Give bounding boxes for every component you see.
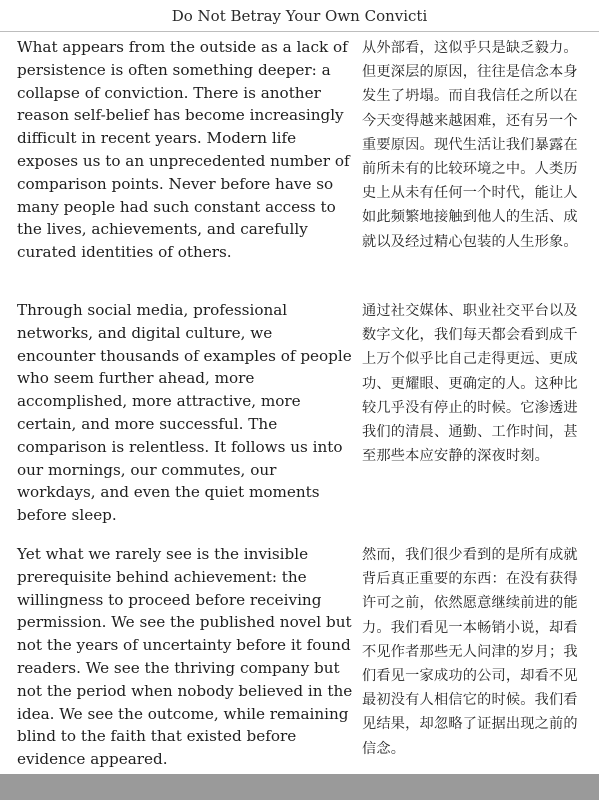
bottom-bar (0, 774, 599, 800)
english-paragraph-3: Yet what we rarely see is the invisible prerequisite behind achievement: the willingness to proceed before receiving permission. We see the published novel but not the years of uncertainty before it found readers. We see the thriving company but not the period when nobody believed in the idea. We see the outcome, while remaining blind to the faith that existed before evidence appeared. (17, 545, 353, 769)
chinese-paragraph-3: 然而，我们很少看到的是所有成就背后真正重要的东西：在没有获得许可之前，依然愿意继续前进的能力。我们看见一本畅销小说，却看不见作者那些无人问津的岁月；我们看见一家成功的公司，却看不见最初没有人相信它的时候。我们看见结果，却忽略了证据出现之前的信念。 (362, 547, 578, 757)
english-paragraph-1: What appears from the outside as a lack of persistence is often something deeper: a collapse of conviction. There is another reason self-belief has become increasingly difficult in recent years. Modern life exposes us to an unprecedented number of comparison points. Never before have so many people had such constant access to the lives, achievements, and carefully curated identities of others. (17, 38, 350, 262)
paragraph-row-3 (0, 543, 599, 786)
chinese-paragraph-2: 通过社交媒体、职业社交平台以及数字文化，我们每天都会看到成千上万个似乎比自己走得更远、更成功、更耀眼、更确定的人。这种比较几乎没有停止的时候。它渗透进我们的清晨、通勤、工作时间，甚至那些本应安静的深夜时刻。 (362, 303, 578, 465)
english-paragraph-2: Through social media, professional networks, and digital culture, we encounter thousands of examples of people who seem further ahead, more accomplished, more attractive, more certain, and more successful. The comparison is relentless. It follows us into our mornings, our commutes, our workdays, and even the quiet moments before sleep. (17, 301, 352, 525)
paragraph-row-2 (0, 299, 599, 543)
page-title: Do Not Betray Your Own Convicti (171, 7, 428, 25)
paragraph-row-1 (0, 32, 599, 299)
chinese-paragraph-1: 从外部看，这似乎只是缺乏毅力。但更深层的原因，往往是信念本身发生了坍塌。而自我信任之所以在今天变得越来越困难，还有另一个重要原因。现代生活让我们暴露在前所未有的比较环境之中。人类历史上从未有任何一个时代，能让人如此频繁地接触到他人的生活、成就以及经过精心包装的人生形象。 (362, 40, 578, 250)
bilingual-content (0, 32, 599, 786)
page-header (0, 0, 599, 32)
